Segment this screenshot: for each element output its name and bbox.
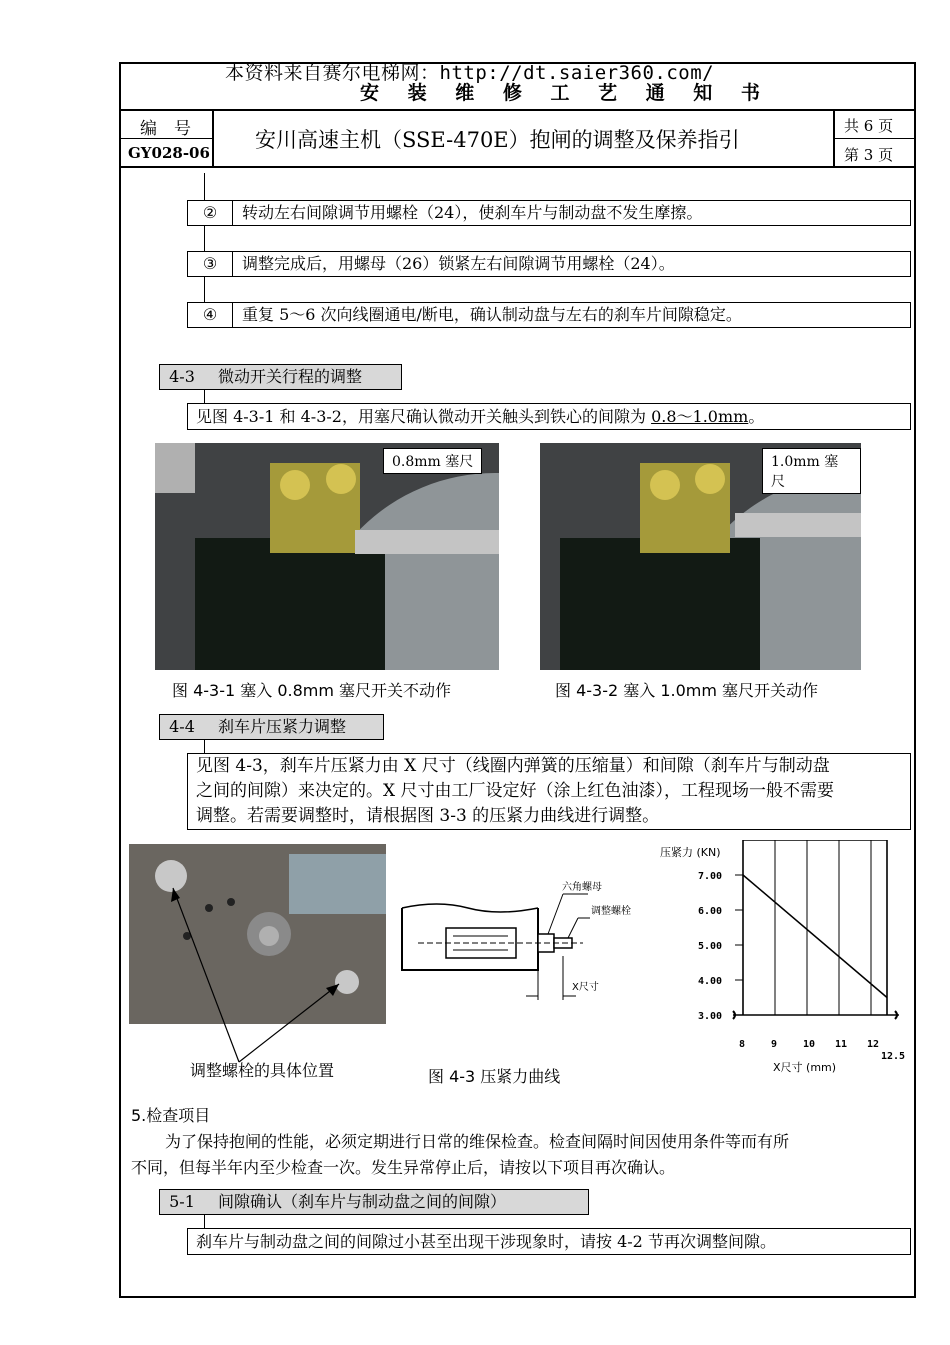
pressure-curve-chart <box>655 840 910 1075</box>
header-bottom-divider <box>119 166 916 168</box>
chart-ylabel: 压紧力 (KN) <box>660 846 721 859</box>
chart-x-tick: 12.5 <box>881 1051 906 1062</box>
chart-x-tick: 9 <box>771 1039 778 1050</box>
section-4-4-heading <box>159 714 384 740</box>
page-number: 第 3 页 <box>844 146 894 164</box>
step-text: 重复 5～6 次向线圈通电/断电，确认制动盘与左右的刹车片间隙稳定。 <box>242 305 742 324</box>
step-text: 调整完成后，用螺母（26）锁紧左右间隙调节用螺栓（24）。 <box>242 254 675 273</box>
caption-4-3-1: 图 4-3-1 塞入 0.8mm 塞尺开关不动作 <box>172 681 452 700</box>
connector-line <box>204 740 205 754</box>
chart-x-tick: 11 <box>835 1039 848 1050</box>
chart-y-tick: 7.00 <box>698 871 723 882</box>
figure-4-3-caption: 图 4-3 压紧力曲线 <box>428 1067 561 1086</box>
title-banner: 安 装 维 修 工 艺 通 知 书 <box>360 82 771 104</box>
chart-y-tick: 4.00 <box>698 976 723 987</box>
page-row-divider <box>833 138 916 139</box>
photo-feeler-0-8mm <box>155 443 499 670</box>
total-pages: 共 6 页 <box>844 117 894 135</box>
section-5-heading: 5.检查项目 <box>131 1106 211 1125</box>
section-4-3-text: 见图 4-3-1 和 4-3-2，用塞尺确认微动开关触头到铁心的间隙为 0.8～1.0mm。 <box>187 403 911 430</box>
section-5-1-heading <box>159 1189 589 1215</box>
step-number: ② <box>188 201 233 225</box>
brake-switch-photo-1 <box>155 443 499 670</box>
chart-y-tick: 3.00 <box>698 1011 723 1022</box>
connector-line <box>204 173 205 200</box>
chart-x-tick: 12 <box>867 1039 880 1050</box>
photo-feeler-1-0mm <box>540 443 861 670</box>
doc-number: GY028-06 <box>128 144 210 162</box>
chart-y-tick: 5.00 <box>698 941 723 952</box>
step-number: ③ <box>188 252 233 276</box>
feeler-tag: 0.8mm 塞尺 <box>383 448 482 474</box>
feeler-tag: 1.0mm 塞尺 <box>762 448 861 494</box>
section-id: 5-1 <box>160 1190 205 1214</box>
step-text: 转动左右间隙调节用螺栓（24），使刹车片与制动盘不发生摩擦。 <box>242 203 703 222</box>
section-5-paragraph: 为了保持抱闸的性能，必须定期进行日常的维保检查。检查间隔时间因使用条件等而有所 不同，但每半年内至少检查一次。发生异常停止后，请按以下项目再次确认。 <box>131 1132 790 1177</box>
caption-4-3-2: 图 4-3-2 塞入 1.0mm 塞尺开关动作 <box>555 681 819 700</box>
connector-line <box>204 390 205 404</box>
header-divider <box>119 109 916 111</box>
section-name: 微动开关行程的调整 <box>204 365 401 389</box>
x-dimension-label: X尺寸 <box>572 982 599 993</box>
source-line: 本资料来自赛尔电梯网：http://dt.saier360.com/ <box>225 62 715 84</box>
number-label: 编 号 <box>140 119 191 139</box>
chart-x-tick: 10 <box>803 1039 816 1050</box>
chart-xlabel: X尺寸 (mm) <box>773 1061 837 1074</box>
step-4 <box>187 302 911 328</box>
connector-line <box>204 1215 205 1229</box>
step-number: ④ <box>188 303 233 327</box>
step-2 <box>187 200 911 226</box>
adjust-bolt-label: 调整螺栓 <box>591 906 631 917</box>
chart-x-tick: 8 <box>739 1039 746 1050</box>
chart-series-line <box>743 875 887 998</box>
step-3 <box>187 251 911 277</box>
bolt-position-caption: 调整螺栓的具体位置 <box>190 1061 335 1080</box>
section-name: 间隙确认（刹车片与制动盘之间的间隙） <box>204 1190 588 1214</box>
spring-x-dimension-diagram <box>398 878 648 1008</box>
hex-nut-label: 六角螺母 <box>562 882 602 893</box>
section-4-4-text: 见图 4-3，刹车片压紧力由 X 尺寸（线圈内弹簧的压缩量）和间隙（刹车片与制动盘 之间的间隙）来决定的。X 尺寸由工厂设定好（涂上红色油漆），工程现场一般不需要 调整。若需要调整时，请根据图 3-3 的压紧力曲线进行调整。 <box>187 753 911 830</box>
section-id: 4-4 <box>160 715 205 739</box>
chart-y-tick: 6.00 <box>698 906 723 917</box>
connector-line <box>204 277 205 302</box>
section-4-3-heading <box>159 364 402 390</box>
section-name: 刹车片压紧力调整 <box>204 715 383 739</box>
section-5-1-text: 刹车片与制动盘之间的间隙过小甚至出现干涉现象时，请按 4-2 节再次调整间隙。 <box>187 1228 911 1255</box>
doc-title: 安川高速主机（SSE-470E）抱闸的调整及保养指引 <box>255 128 740 152</box>
gap-value: 0.8～1.0mm <box>651 407 749 426</box>
pointer-arrows <box>129 844 386 1064</box>
section-id: 4-3 <box>160 365 205 389</box>
connector-line <box>204 226 205 251</box>
